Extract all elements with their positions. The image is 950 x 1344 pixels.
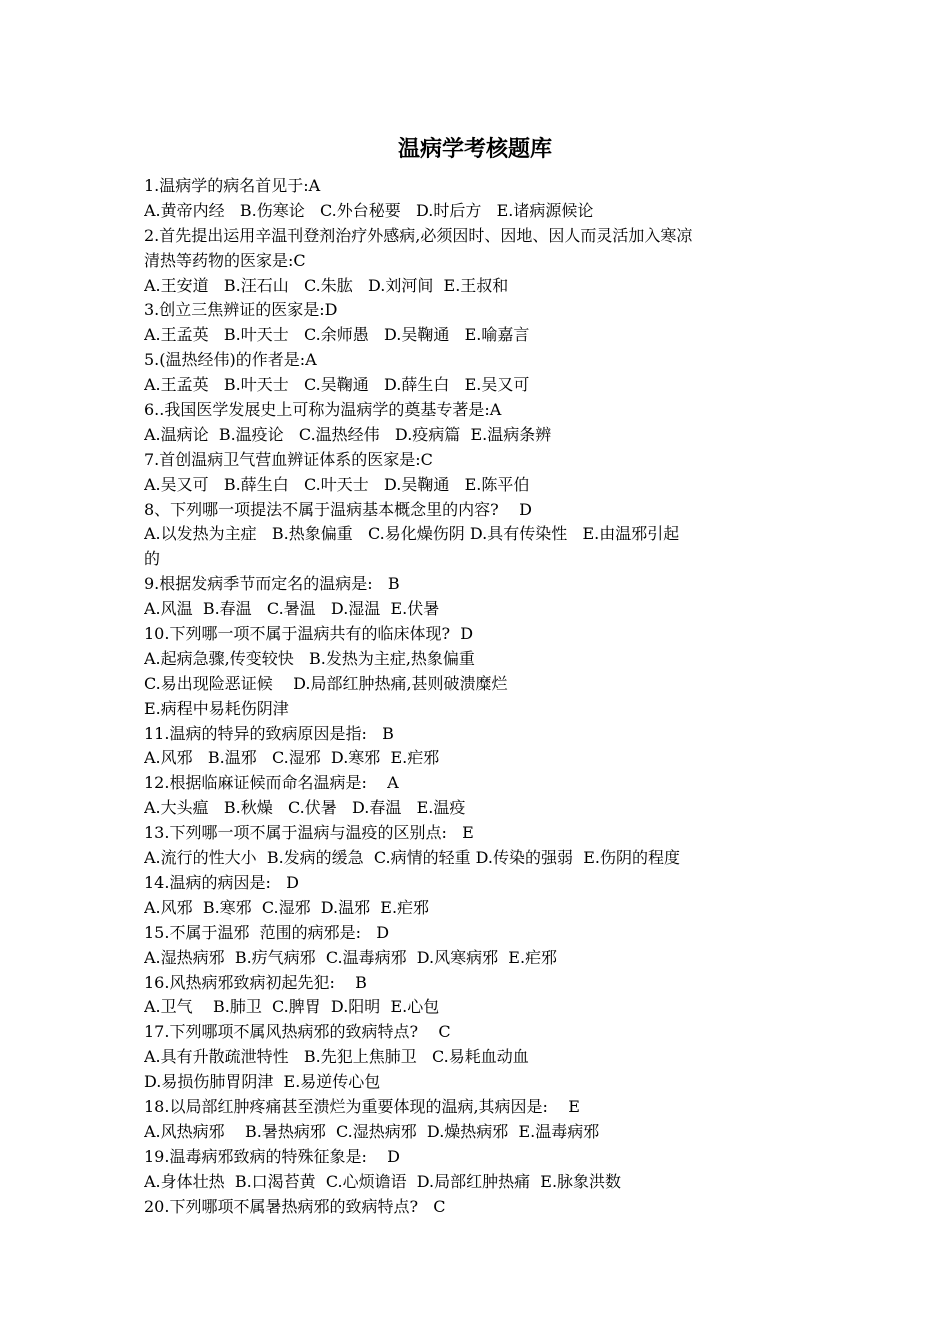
question-line: A.大头瘟 B.秋燥 C.伏暑 D.春温 E.温疫 — [144, 798, 466, 818]
question-line: A.流行的性大小 B.发病的缓急 C.病情的轻重 D.传染的强弱 E.伤阴的程度 — [144, 848, 680, 868]
question-list — [144, 174, 812, 1219]
question-line: 12.根据临麻证候而命名温病是: A — [144, 773, 399, 793]
question-line: 5.(温热经伟)的作者是:A — [144, 350, 317, 370]
question-line: 18.以局部红肿疼痛甚至溃烂为重要体现的温病,其病因是: E — [144, 1096, 580, 1116]
question-line: 13.下列哪一项不属于温病与温疫的区别点: E — [144, 823, 474, 843]
question-line: A.风温 B.春温 C.暑温 D.湿温 E.伏暑 — [144, 599, 440, 619]
question-line: A.王安道 B.汪石山 C.朱肱 D.刘河间 E.王叔和 — [144, 275, 509, 295]
question-line: 6..我国医学发展史上可称为温病学的奠基专著是:A — [144, 400, 502, 420]
question-line: A.王孟英 B.叶天士 C.余师愚 D.吴鞠通 E.喻嘉言 — [144, 325, 530, 345]
question-line: 2.首先提出运用辛温刊登剂治疗外感病,必须因时、因地、因人而灵活加入寒凉 — [144, 225, 693, 245]
question-line: 16.风热病邪致病初起先犯: B — [144, 972, 367, 992]
question-line: 清热等药物的医家是:C — [144, 250, 306, 270]
question-line: A.具有升散疏泄特性 B.先犯上焦肺卫 C.易耗血动血 — [144, 1047, 529, 1067]
question-line: A.起病急骤,传变较快 B.发热为主症,热象偏重 — [144, 648, 475, 668]
question-line: 3.创立三焦辨证的医家是:D — [144, 300, 338, 320]
question-line: A.身体壮热 B.口渴苔黄 C.心烦谵语 D.局部红肿热痛 E.脉象洪数 — [144, 1171, 622, 1191]
question-line: A.风邪 B.温邪 C.湿邪 D.寒邪 E.疟邪 — [144, 748, 440, 768]
question-line: D.易损伤肺胃阴津 E.易逆传心包 — [144, 1072, 381, 1092]
question-line: A.湿热病邪 B.疠气病邪 C.温毒病邪 D.风寒病邪 E.疟邪 — [144, 947, 558, 967]
question-line: 10.下列哪一项不属于温病共有的临床体现? D — [144, 624, 474, 644]
question-line: 8、下列哪一项提法不属于温病基本概念里的内容? D — [144, 499, 532, 519]
question-line: 15.不属于温邪 范围的病邪是: D — [144, 922, 390, 942]
question-line: A.温病论 B.温疫论 C.温热经伟 D.疫病篇 E.温病条辨 — [144, 424, 552, 444]
question-line: A.王孟英 B.叶天士 C.吴鞠通 D.薛生白 E.吴又可 — [144, 375, 530, 395]
question-line: A.黄帝内经 B.伤寒论 C.外台秘要 D.时后方 E.诸病源候论 — [144, 200, 594, 220]
document-title: 温病学考核题库 — [397, 136, 552, 162]
question-line: 20.下列哪项不属暑热病邪的致病特点? C — [144, 1196, 446, 1216]
question-line: 14.温病的病因是: D — [144, 872, 299, 892]
question-line: 1.温病学的病名首见于:A — [144, 176, 321, 195]
question-line: 11.温病的特异的致病原因是指: B — [144, 723, 394, 743]
question-line: A.风热病邪 B.暑热病邪 C.湿热病邪 D.燥热病邪 E.温毒病邪 — [144, 1121, 600, 1141]
question-line: 7.首创温病卫气营血辨证体系的医家是:C — [144, 449, 433, 469]
question-line: A.以发热为主症 B.热象偏重 C.易化燥伤阴 D.具有传染性 E.由温邪引起 — [144, 524, 680, 544]
question-line: A.吴又可 B.薛生白 C.叶天士 D.吴鞠通 E.陈平伯 — [144, 474, 530, 494]
question-line: 的 — [144, 549, 161, 569]
question-line: A.卫气 B.肺卫 C.脾胃 D.阳明 E.心包 — [144, 997, 440, 1017]
question-line: A.风邪 B.寒邪 C.湿邪 D.温邪 E.疟邪 — [144, 897, 430, 917]
question-line: E.病程中易耗伤阴津 — [144, 698, 289, 718]
question-line: 19.温毒病邪致病的特殊征象是: D — [144, 1146, 401, 1166]
question-line: 9.根据发病季节而定名的温病是: B — [144, 574, 400, 594]
question-line: 17.下列哪项不属风热病邪的致病特点? C — [144, 1022, 451, 1042]
question-line: C.易出现险恶证候 D.局部红肿热痛,甚则破溃糜烂 — [144, 673, 508, 693]
